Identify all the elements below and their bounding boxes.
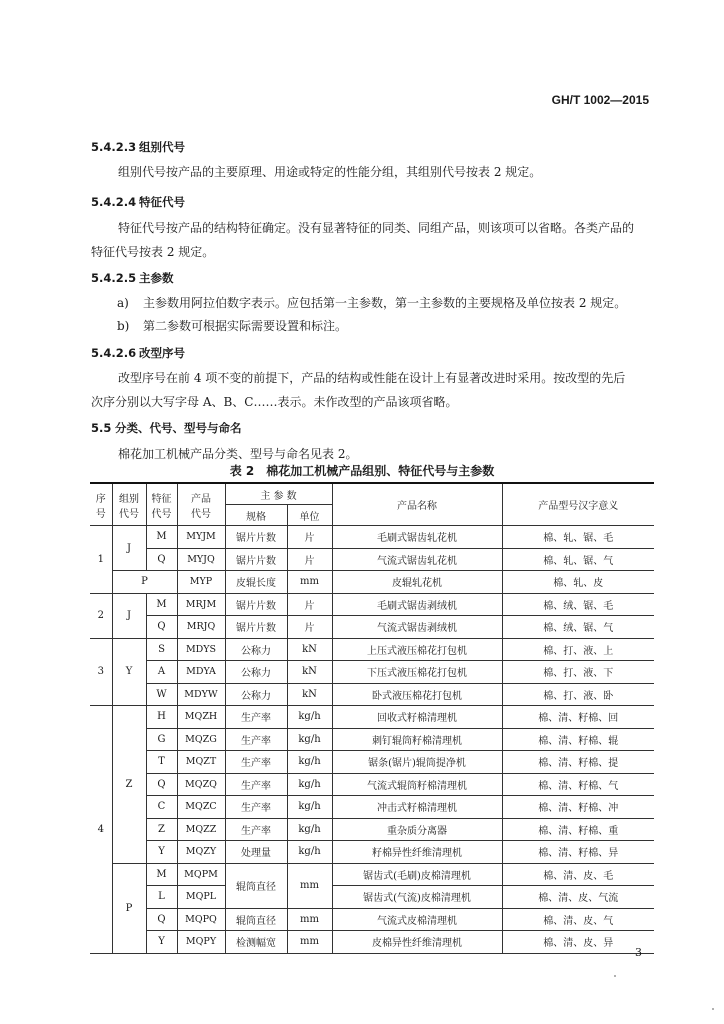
unit-cell: kg/h [287,773,332,796]
meaning-cell: 棉、打、液、卧 [502,683,654,706]
table-row [90,728,654,751]
spec-cell: 锯片片数 [225,593,287,616]
section-heading-5-4-2-6: 5.4.2.6 改型序号 [91,346,185,360]
meaning-cell: 棉、清、籽棉、回 [502,706,654,729]
product-code-cell: MQPQ [177,908,225,931]
seq-cell: 2 [90,593,112,638]
product-code-cell: MQZC [177,796,225,819]
paragraph-revision-line1: 改型序号在前 4 项不变的前提下，产品的结构或性能在设计上有显著改进时采用。按改型的先后 [118,371,626,385]
meaning-cell: 棉、清、皮、气流 [502,886,654,909]
unit-cell: mm [287,908,332,931]
table-caption: 表 2 棉花加工机械产品组别、特征代号与主参数 [229,464,495,478]
meaning-cell: 棉、清、籽棉、提 [502,751,654,774]
unit-cell: 片 [287,548,332,571]
feature-code-cell: Q [146,908,177,931]
table-row [90,661,654,684]
meaning-cell: 棉、清、籽棉、异 [502,841,654,864]
paragraph-revision-line2: 次序分别以大写字母 A、B、C……表示。未作改型的产品该项省略。 [91,395,458,409]
product-name-cell: 冲击式籽棉清理机 [332,796,502,819]
table-row [90,886,654,909]
meaning-cell: 棉、轧、皮 [502,571,654,594]
unit-cell: kg/h [287,796,332,819]
header-group-code: 组别 代号 [112,483,146,526]
header-feature-code: 特征 代号 [146,483,177,526]
product-code-cell: MDYA [177,661,225,684]
meaning-cell: 棉、清、籽棉、冲 [502,796,654,819]
product-name-cell: 锯齿式(气流)皮棉清理机 [332,886,502,909]
spec-cell: 公称力 [225,638,287,661]
product-name-cell: 回收式籽棉清理机 [332,706,502,729]
product-code-cell: MQZT [177,751,225,774]
spec-cell: 检测幅宽 [225,931,287,954]
table-row [90,706,654,729]
table-row [90,638,654,661]
seq-cell: 3 [90,638,112,706]
feature-code-cell: Q [146,773,177,796]
unit-cell: mm [287,863,332,908]
product-code-cell: MQZH [177,706,225,729]
feature-code-cell: T [146,751,177,774]
table-row [90,908,654,931]
meaning-cell: 棉、清、皮、气 [502,908,654,931]
meaning-cell: 棉、清、籽棉、辊 [502,728,654,751]
feature-code-cell: Q [146,548,177,571]
list-marker-a: a) [117,296,129,310]
section-heading-5-4-2-3: 5.4.2.3 组别代号 [91,140,185,154]
product-name-cell: 毛刷式锯齿剥绒机 [332,593,502,616]
meaning-cell: 棉、轧、锯、毛 [502,526,654,549]
header-main-param: 主 参 数 [225,483,332,505]
product-code-cell: MYJM [177,526,225,549]
group-code-cell: J [112,526,146,571]
spec-cell: 锯片片数 [225,548,287,571]
product-name-cell: 上压式液压棉花打包机 [332,638,502,661]
section-heading-5-4-2-5: 5.4.2.5 主参数 [91,271,174,285]
table-row [90,616,654,639]
feature-code-cell: G [146,728,177,751]
meaning-cell: 棉、绒、锯、毛 [502,593,654,616]
spec-cell: 生产率 [225,796,287,819]
product-code-cell: MQPL [177,886,225,909]
product-code-cell: MQPM [177,863,225,886]
unit-cell: kg/h [287,751,332,774]
feature-code-cell: Z [146,818,177,841]
feature-code-cell: C [146,796,177,819]
product-code-cell: MRJM [177,593,225,616]
product-name-cell: 毛刷式锯齿轧花机 [332,526,502,549]
product-name-cell: 籽棉异性纤维清理机 [332,841,502,864]
product-table [90,482,654,954]
feature-code-cell: Q [146,616,177,639]
table-row [90,526,654,549]
unit-cell: 片 [287,616,332,639]
spec-cell: 辊筒直径 [225,863,287,908]
meaning-cell: 棉、清、皮、毛 [502,863,654,886]
paragraph-classification: 棉花加工机械产品分类、型号与命名见表 2。 [118,447,358,461]
product-code-cell: MQZY [177,841,225,864]
meaning-cell: 棉、清、籽棉、重 [502,818,654,841]
table-row [90,863,654,886]
standard-number: GH/T 1002—2015 [551,93,649,107]
product-name-cell: 气流式辊筒籽棉清理机 [332,773,502,796]
unit-cell: kg/h [287,818,332,841]
unit-cell: mm [287,571,332,594]
scan-speck [614,975,616,977]
table-row [90,593,654,616]
section-heading-5-5: 5.5 分类、代号、型号与命名 [91,421,242,435]
product-name-cell: 卧式液压棉花打包机 [332,683,502,706]
spec-cell: 生产率 [225,751,287,774]
spec-cell: 生产率 [225,728,287,751]
product-name-cell: 重杂质分离器 [332,818,502,841]
group-code-cell: Z [112,706,146,864]
paragraph-group-code: 组别代号按产品的主要原理、用途或特定的性能分组，其组别代号按表 2 规定。 [118,165,542,179]
table-row [90,818,654,841]
meaning-cell: 棉、清、籽棉、气 [502,773,654,796]
table-row [90,841,654,864]
spec-cell: 皮辊长度 [225,571,287,594]
feature-code-cell: L [146,886,177,909]
meaning-cell: 棉、清、皮、异 [502,931,654,954]
header-meaning: 产品型号汉字意义 [502,483,654,526]
product-name-cell: 皮棉异性纤维清理机 [332,931,502,954]
group-code-cell: P [112,571,177,594]
product-code-cell: MQZG [177,728,225,751]
feature-code-cell: M [146,526,177,549]
group-code-cell: J [112,593,146,638]
unit-cell: mm [287,931,332,954]
seq-cell: 1 [90,526,112,594]
spec-cell: 生产率 [225,773,287,796]
table-row [90,931,654,954]
spec-cell: 锯片片数 [225,526,287,549]
product-code-cell: MDYW [177,683,225,706]
meaning-cell: 棉、绒、锯、气 [502,616,654,639]
spec-cell: 公称力 [225,661,287,684]
feature-code-cell: Y [146,841,177,864]
spec-cell: 公称力 [225,683,287,706]
scan-speck [712,1008,714,1010]
feature-code-cell: A [146,661,177,684]
unit-cell: kN [287,638,332,661]
spec-cell: 生产率 [225,706,287,729]
header-seq: 序 号 [90,483,112,526]
feature-code-cell: S [146,638,177,661]
product-code-cell: MDYS [177,638,225,661]
group-code-cell: Y [112,638,146,706]
list-marker-b: b) [117,319,130,333]
product-code-cell: MYP [177,571,225,594]
product-code-cell: MQZQ [177,773,225,796]
table-row [90,571,654,594]
section-heading-5-4-2-4: 5.4.2.4 特征代号 [91,195,185,209]
spec-cell: 辊筒直径 [225,908,287,931]
unit-cell: kg/h [287,728,332,751]
feature-code-cell: M [146,593,177,616]
header-unit: 单位 [287,505,332,526]
unit-cell: 片 [287,593,332,616]
product-name-cell: 锯齿式(毛刷)皮棉清理机 [332,863,502,886]
product-code-cell: MRJQ [177,616,225,639]
header-spec: 规格 [225,505,287,526]
spec-cell: 锯片片数 [225,616,287,639]
table-row [90,751,654,774]
product-name-cell: 气流式锯齿轧花机 [332,548,502,571]
spec-cell: 生产率 [225,818,287,841]
spec-cell: 处理量 [225,841,287,864]
table-row [90,548,654,571]
seq-cell: 4 [90,706,112,954]
product-name-cell: 刺钉辊筒籽棉清理机 [332,728,502,751]
meaning-cell: 棉、轧、锯、气 [502,548,654,571]
header-product-name: 产品名称 [332,483,502,526]
feature-code-cell: M [146,863,177,886]
header-product-code: 产品 代号 [177,483,225,526]
product-name-cell: 皮辊轧花机 [332,571,502,594]
unit-cell: 片 [287,526,332,549]
meaning-cell: 棉、打、液、上 [502,638,654,661]
feature-code-cell: H [146,706,177,729]
table-row [90,796,654,819]
unit-cell: kN [287,661,332,684]
paragraph-main-param-b: 第二参数可根据实际需要设置和标注。 [143,319,348,333]
paragraph-main-param-a: 主参数用阿拉伯数字表示。应包括第一主参数，第一主参数的主要规格及单位按表 2 规定。 [143,296,627,310]
paragraph-feature-code-line1: 特征代号按产品的结构特征确定。没有显著特征的同类、同组产品，则该项可以省略。各类产品的 [118,221,635,235]
feature-code-cell: Y [146,931,177,954]
product-code-cell: MQZZ [177,818,225,841]
page-number: 3 [635,946,642,959]
unit-cell: kN [287,683,332,706]
unit-cell: kg/h [287,841,332,864]
product-name-cell: 下压式液压棉花打包机 [332,661,502,684]
feature-code-cell: W [146,683,177,706]
table-row [90,773,654,796]
meaning-cell: 棉、打、液、下 [502,661,654,684]
product-code-cell: MYJQ [177,548,225,571]
paragraph-feature-code-line2: 特征代号按表 2 规定。 [91,245,215,259]
group-code-cell: P [112,863,146,953]
table-row [90,683,654,706]
product-name-cell: 气流式锯齿剥绒机 [332,616,502,639]
product-name-cell: 锯条(锯片)辊筒提净机 [332,751,502,774]
product-name-cell: 气流式皮棉清理机 [332,908,502,931]
product-code-cell: MQPY [177,931,225,954]
unit-cell: kg/h [287,706,332,729]
